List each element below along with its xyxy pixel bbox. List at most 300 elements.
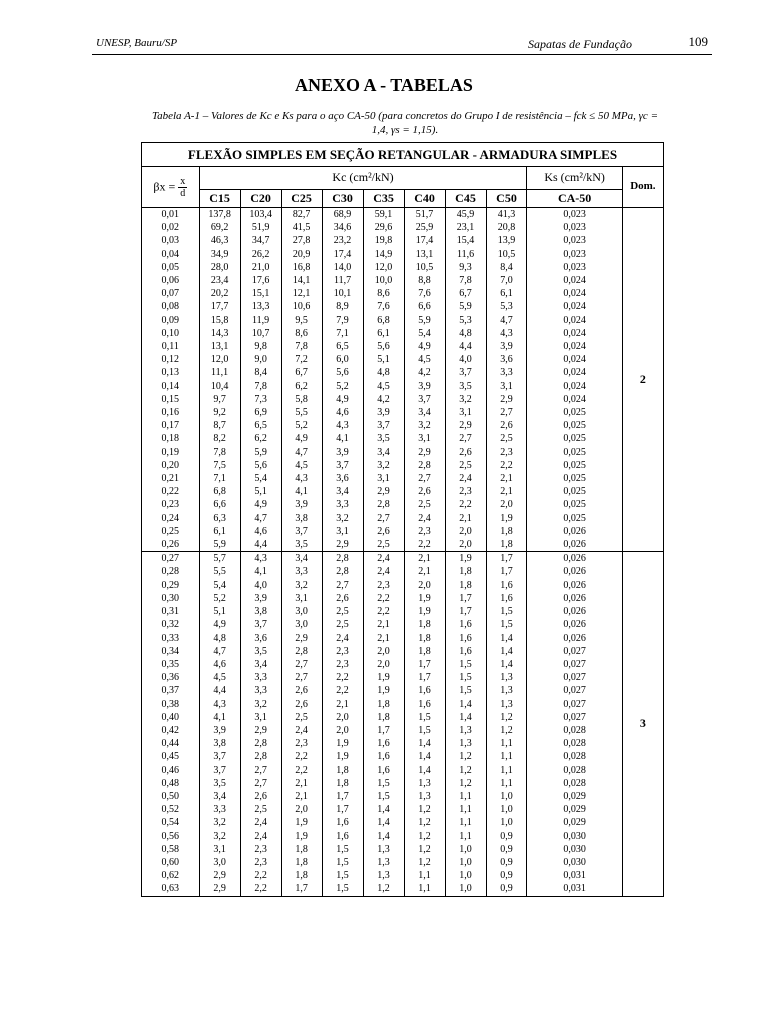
- kc-cell: 5,4: [199, 579, 240, 592]
- kc-cell: 1,1: [445, 790, 486, 803]
- kc-cell: 5,1: [199, 605, 240, 618]
- kc-cell: 2,1: [281, 790, 322, 803]
- kc-cell: 1,5: [445, 684, 486, 697]
- kc-cell: 29,6: [363, 221, 404, 234]
- kc-cell: 2,1: [322, 698, 363, 711]
- table-row: [142, 869, 664, 882]
- kc-cell: 1,4: [404, 764, 445, 777]
- kc-cell: 23,4: [199, 274, 240, 287]
- kc-cell: 1,9: [363, 671, 404, 684]
- kc-cell: 4,9: [404, 340, 445, 353]
- kc-cell: 7,8: [281, 340, 322, 353]
- kc-cell: 3,5: [281, 538, 322, 552]
- table-row: [142, 485, 664, 498]
- kc-cell: 23,2: [322, 234, 363, 247]
- kc-cell: 3,4: [281, 552, 322, 566]
- kc-cell: 7,1: [322, 327, 363, 340]
- bx-cell: 0,63: [142, 882, 200, 896]
- kc-cell: 1,6: [322, 830, 363, 843]
- ks-cell: 0,027: [527, 645, 622, 658]
- kc-cell: 3,9: [199, 724, 240, 737]
- table-row: [142, 882, 664, 896]
- bx-cell: 0,40: [142, 711, 200, 724]
- kc-cell: 2,9: [486, 393, 527, 406]
- kc-cell: 1,9: [281, 816, 322, 829]
- kc-cell: 1,1: [486, 750, 527, 763]
- kc-cell: 1,7: [445, 605, 486, 618]
- kc-cell: 13,1: [404, 248, 445, 261]
- kc-cell: 3,9: [363, 406, 404, 419]
- kc-cell: 2,8: [363, 498, 404, 511]
- kc-cell: 2,9: [199, 882, 240, 896]
- ks-cell: 0,024: [527, 314, 622, 327]
- kc-cell: 2,0: [363, 645, 404, 658]
- table-row: [142, 830, 664, 843]
- bx-cell: 0,27: [142, 552, 200, 566]
- bx-cell: 0,33: [142, 632, 200, 645]
- kc-cell: 51,7: [404, 208, 445, 222]
- table-row: [142, 632, 664, 645]
- ks-cell: 0,024: [527, 366, 622, 379]
- kc-cell: 9,0: [240, 353, 281, 366]
- kc-cell: 2,0: [322, 724, 363, 737]
- kc-cell: 2,6: [445, 446, 486, 459]
- table-row: [142, 353, 664, 366]
- table-row: [142, 605, 664, 618]
- kc-cell: 2,8: [322, 565, 363, 578]
- kc-cell: 1,2: [363, 882, 404, 896]
- kc-cell: 4,7: [281, 446, 322, 459]
- kc-cell: 1,5: [322, 869, 363, 882]
- kc-cell: 2,5: [404, 498, 445, 511]
- bx-numerator: x: [180, 175, 186, 187]
- kc-cell: 7,1: [199, 472, 240, 485]
- kc-cell: 2,7: [281, 658, 322, 671]
- kc-cell: 1,7: [322, 790, 363, 803]
- kc-cell: 8,6: [363, 287, 404, 300]
- kc-cell: 5,4: [404, 327, 445, 340]
- table-row: [142, 618, 664, 631]
- kc-cell: 2,1: [363, 618, 404, 631]
- kc-cell: 3,7: [199, 750, 240, 763]
- kc-cell: 19,8: [363, 234, 404, 247]
- kc-cell: 1,8: [445, 579, 486, 592]
- kc-cell: 3,3: [240, 684, 281, 697]
- kc-cell: 2,2: [404, 538, 445, 552]
- kc-cell: 17,4: [322, 248, 363, 261]
- kc-cell: 0,9: [486, 843, 527, 856]
- table-row: [142, 340, 664, 353]
- kc-cell: 2,3: [486, 446, 527, 459]
- table-row: [142, 552, 664, 566]
- kc-cell: 1,6: [322, 816, 363, 829]
- kc-cell: 2,2: [281, 764, 322, 777]
- bx-cell: 0,35: [142, 658, 200, 671]
- bx-cell: 0,11: [142, 340, 200, 353]
- kc-cell: 1,2: [486, 711, 527, 724]
- bx-label: βx =: [153, 178, 176, 193]
- ks-cell: 0,023: [527, 221, 622, 234]
- ks-cell: 0,023: [527, 261, 622, 274]
- bx-cell: 0,38: [142, 698, 200, 711]
- page-title: ANEXO A - TABELAS: [295, 75, 473, 95]
- kc-cell: 10,7: [240, 327, 281, 340]
- concrete-class-header: C50: [486, 190, 527, 208]
- kc-cell: 1,6: [363, 737, 404, 750]
- table-main-header: FLEXÃO SIMPLES EM SEÇÃO RETANGULAR - ARMADURA SIMPLES: [142, 143, 664, 167]
- kc-cell: 1,2: [404, 816, 445, 829]
- ks-cell: 0,025: [527, 406, 622, 419]
- ks-cell: 0,027: [527, 671, 622, 684]
- kc-cell: 41,3: [486, 208, 527, 222]
- kc-cell: 2,2: [445, 498, 486, 511]
- kc-cell: 7,9: [322, 314, 363, 327]
- kc-cell: 5,9: [445, 300, 486, 313]
- kc-cell: 2,3: [445, 485, 486, 498]
- kc-cell: 1,5: [486, 618, 527, 631]
- kc-cell: 2,6: [281, 684, 322, 697]
- kc-cell: 17,4: [404, 234, 445, 247]
- bx-cell: 0,08: [142, 300, 200, 313]
- kc-cell: 41,5: [281, 221, 322, 234]
- kc-cell: 1,9: [281, 830, 322, 843]
- kc-cell: 2,0: [445, 525, 486, 538]
- kc-cell: 1,7: [445, 592, 486, 605]
- kc-cell: 1,9: [404, 605, 445, 618]
- table-row: [142, 406, 664, 419]
- kc-cell: 6,5: [240, 419, 281, 432]
- ks-cell: 0,026: [527, 605, 622, 618]
- kc-cell: 20,2: [199, 287, 240, 300]
- kc-cell: 10,1: [322, 287, 363, 300]
- kc-cell: 3,5: [240, 645, 281, 658]
- bx-cell: 0,19: [142, 446, 200, 459]
- bx-cell: 0,04: [142, 248, 200, 261]
- kc-cell: 1,4: [486, 632, 527, 645]
- kc-cell: 9,8: [240, 340, 281, 353]
- table-body: [142, 208, 664, 897]
- kc-cell: 3,2: [363, 459, 404, 472]
- kc-cell: 9,2: [199, 406, 240, 419]
- table-row: [142, 525, 664, 538]
- bx-cell: 0,37: [142, 684, 200, 697]
- bx-denominator: d: [180, 187, 186, 199]
- kc-cell: 3,1: [199, 843, 240, 856]
- table-row: [142, 750, 664, 763]
- kc-cell: 5,2: [322, 380, 363, 393]
- concrete-class-row: [142, 190, 664, 208]
- table-row: [142, 856, 664, 869]
- kc-cell: 1,9: [322, 737, 363, 750]
- kc-cell: 4,2: [363, 393, 404, 406]
- kc-cell: 12,0: [199, 353, 240, 366]
- kc-cell: 1,8: [486, 525, 527, 538]
- ks-cell: 0,025: [527, 446, 622, 459]
- kc-cell: 0,9: [486, 882, 527, 896]
- kc-cell: 1,8: [281, 843, 322, 856]
- table-row: [142, 724, 664, 737]
- bx-cell: 0,07: [142, 287, 200, 300]
- kc-cell: 1,4: [445, 698, 486, 711]
- kc-cell: 5,4: [240, 472, 281, 485]
- table-row: [142, 221, 664, 234]
- kc-cell: 1,6: [486, 592, 527, 605]
- table-row: [142, 432, 664, 445]
- kc-cell: 1,5: [322, 856, 363, 869]
- kc-cell: 1,6: [445, 632, 486, 645]
- kc-cell: 6,7: [445, 287, 486, 300]
- kc-cell: 1,9: [322, 750, 363, 763]
- kc-cell: 3,6: [322, 472, 363, 485]
- kc-cell: 10,0: [363, 274, 404, 287]
- bx-cell: 0,15: [142, 393, 200, 406]
- ks-cell: 0,024: [527, 393, 622, 406]
- kc-cell: 2,0: [445, 538, 486, 552]
- kc-cell: 3,2: [404, 419, 445, 432]
- kc-cell: 12,1: [281, 287, 322, 300]
- kc-cell: 1,2: [404, 830, 445, 843]
- kc-cell: 1,3: [404, 790, 445, 803]
- kc-cell: 1,0: [486, 803, 527, 816]
- bx-cell: 0,01: [142, 208, 200, 222]
- kc-cell: 8,2: [199, 432, 240, 445]
- kc-cell: 6,1: [486, 287, 527, 300]
- concrete-class-header: C15: [199, 190, 240, 208]
- kc-cell: 2,6: [281, 698, 322, 711]
- bx-cell: 0,22: [142, 485, 200, 498]
- kc-cell: 2,4: [240, 830, 281, 843]
- kc-cell: 2,6: [486, 419, 527, 432]
- kc-cell: 5,1: [363, 353, 404, 366]
- kc-cell: 82,7: [281, 208, 322, 222]
- table-row: [142, 366, 664, 379]
- kc-cell: 4,5: [404, 353, 445, 366]
- kc-cell: 27,8: [281, 234, 322, 247]
- kc-cell: 1,9: [363, 684, 404, 697]
- bx-cell: 0,62: [142, 869, 200, 882]
- kc-cell: 10,5: [486, 248, 527, 261]
- kc-cell: 2,7: [363, 512, 404, 525]
- ks-cell: 0,025: [527, 432, 622, 445]
- table-row: [142, 248, 664, 261]
- table-row: [142, 843, 664, 856]
- kc-cell: 1,5: [404, 724, 445, 737]
- kc-cell: 2,2: [322, 671, 363, 684]
- table-row: [142, 234, 664, 247]
- kc-cell: 46,3: [199, 234, 240, 247]
- kc-cell: 0,9: [486, 856, 527, 869]
- kc-cell: 1,8: [486, 538, 527, 552]
- kc-cell: 7,3: [240, 393, 281, 406]
- bx-cell: 0,31: [142, 605, 200, 618]
- kc-cell: 1,0: [445, 882, 486, 896]
- table-row: [142, 419, 664, 432]
- kc-cell: 1,9: [404, 592, 445, 605]
- kc-cell: 34,9: [199, 248, 240, 261]
- kc-cell: 1,6: [363, 764, 404, 777]
- kc-cell: 1,2: [445, 777, 486, 790]
- kc-cell: 17,6: [240, 274, 281, 287]
- kc-cell: 9,5: [281, 314, 322, 327]
- kc-cell: 4,4: [445, 340, 486, 353]
- kc-cell: 15,1: [240, 287, 281, 300]
- ks-cell: 0,026: [527, 552, 622, 566]
- kc-cell: 2,6: [240, 790, 281, 803]
- kc-cell: 2,5: [445, 459, 486, 472]
- table-row: [142, 592, 664, 605]
- concrete-class-header: C30: [322, 190, 363, 208]
- concrete-class-header: C35: [363, 190, 404, 208]
- kc-cell: 3,1: [363, 472, 404, 485]
- bx-cell: 0,45: [142, 750, 200, 763]
- bx-cell: 0,44: [142, 737, 200, 750]
- kc-cell: 5,9: [199, 538, 240, 552]
- kc-cell: 5,9: [240, 446, 281, 459]
- kc-cell: 7,6: [363, 300, 404, 313]
- bx-cell: 0,60: [142, 856, 200, 869]
- kc-cell: 2,5: [240, 803, 281, 816]
- kc-cell: 16,8: [281, 261, 322, 274]
- kc-cell: 4,8: [199, 632, 240, 645]
- kc-cell: 3,2: [445, 393, 486, 406]
- kc-cell: 3,3: [199, 803, 240, 816]
- bx-cell: 0,24: [142, 512, 200, 525]
- kc-cell: 4,6: [322, 406, 363, 419]
- bx-cell: 0,30: [142, 592, 200, 605]
- kc-cell: 6,1: [363, 327, 404, 340]
- kc-cell: 5,2: [199, 592, 240, 605]
- kc-cell: 2,3: [240, 856, 281, 869]
- kc-cell: 8,4: [486, 261, 527, 274]
- kc-cell: 3,4: [322, 485, 363, 498]
- kc-cell: 3,7: [404, 393, 445, 406]
- ks-cell: 0,026: [527, 618, 622, 631]
- kc-cell: 1,3: [363, 869, 404, 882]
- kc-cell: 2,4: [404, 512, 445, 525]
- kc-cell: 1,4: [363, 816, 404, 829]
- bx-cell: 0,18: [142, 432, 200, 445]
- kc-cell: 2,3: [322, 658, 363, 671]
- ks-cell: 0,031: [527, 869, 622, 882]
- bx-cell: 0,13: [142, 366, 200, 379]
- kc-cell: 4,7: [486, 314, 527, 327]
- table-row: [142, 498, 664, 511]
- kc-cell: 2,3: [322, 645, 363, 658]
- bx-fraction: [178, 176, 187, 199]
- kc-cell: 2,4: [281, 724, 322, 737]
- kc-cell: 9,7: [199, 393, 240, 406]
- ks-cell: 0,024: [527, 380, 622, 393]
- kc-cell: 4,5: [363, 380, 404, 393]
- kc-cell: 3,0: [281, 618, 322, 631]
- kc-cell: 10,4: [199, 380, 240, 393]
- kc-cell: 103,4: [240, 208, 281, 222]
- kc-cell: 1,1: [445, 816, 486, 829]
- concrete-class-header: C25: [281, 190, 322, 208]
- kc-cell: 137,8: [199, 208, 240, 222]
- kc-cell: 3,1: [322, 525, 363, 538]
- table-row: [142, 816, 664, 829]
- kc-cell: 4,9: [240, 498, 281, 511]
- page-number: 109: [688, 34, 708, 49]
- kc-cell: 3,0: [281, 605, 322, 618]
- ks-cell: 0,030: [527, 830, 622, 843]
- kc-cell: 23,1: [445, 221, 486, 234]
- kc-cell: 8,7: [199, 419, 240, 432]
- bx-cell: 0,46: [142, 764, 200, 777]
- bx-cell: 0,10: [142, 327, 200, 340]
- kc-cell: 5,9: [404, 314, 445, 327]
- kc-cell: 7,6: [404, 287, 445, 300]
- kc-cell: 1,2: [404, 803, 445, 816]
- kc-cell: 1,8: [363, 698, 404, 711]
- ks-cell: 0,024: [527, 287, 622, 300]
- kc-cell: 3,8: [240, 605, 281, 618]
- kc-cell: 6,6: [199, 498, 240, 511]
- kc-cell: 3,4: [404, 406, 445, 419]
- bx-cell: 0,28: [142, 565, 200, 578]
- kc-cell: 5,8: [281, 393, 322, 406]
- kc-cell: 1,7: [404, 671, 445, 684]
- kc-cell: 1,1: [404, 869, 445, 882]
- ks-cell: 0,025: [527, 419, 622, 432]
- kc-cell: 1,2: [404, 856, 445, 869]
- kc-cell: 5,3: [445, 314, 486, 327]
- ks-cell: 0,025: [527, 485, 622, 498]
- ks-cell: 0,024: [527, 274, 622, 287]
- kc-cell: 1,6: [404, 684, 445, 697]
- ks-cell: 0,024: [527, 300, 622, 313]
- kc-cell: 2,9: [281, 632, 322, 645]
- kc-cell: 14,9: [363, 248, 404, 261]
- table-row: [142, 698, 664, 711]
- kc-cell: 2,2: [240, 869, 281, 882]
- kc-cell: 3,2: [240, 698, 281, 711]
- kc-cell: 1,7: [363, 724, 404, 737]
- bx-cell: 0,02: [142, 221, 200, 234]
- kc-cell: 2,1: [363, 632, 404, 645]
- bx-cell: 0,50: [142, 790, 200, 803]
- kc-cell: 3,3: [281, 565, 322, 578]
- kc-cell: 14,1: [281, 274, 322, 287]
- kc-cell: 5,3: [486, 300, 527, 313]
- kc-cell: 1,5: [404, 711, 445, 724]
- table-row: [142, 790, 664, 803]
- ks-cell: 0,028: [527, 750, 622, 763]
- kc-cell: 1,6: [486, 579, 527, 592]
- table-row: [142, 658, 664, 671]
- kc-cell: 1,7: [486, 552, 527, 566]
- kc-cell: 2,5: [322, 618, 363, 631]
- kc-cell: 1,2: [486, 724, 527, 737]
- ks-cell: 0,030: [527, 843, 622, 856]
- kc-cell: 4,6: [199, 658, 240, 671]
- kc-cell: 2,0: [486, 498, 527, 511]
- kc-cell: 6,3: [199, 512, 240, 525]
- table-row: [142, 459, 664, 472]
- kc-cell: 2,1: [445, 512, 486, 525]
- kc-cell: 2,5: [363, 538, 404, 552]
- kc-cell: 2,5: [486, 432, 527, 445]
- kc-cell: 6,7: [281, 366, 322, 379]
- kc-cell: 1,7: [322, 803, 363, 816]
- table-row: [142, 645, 664, 658]
- kc-cell: 1,8: [281, 856, 322, 869]
- ks-cell: 0,028: [527, 737, 622, 750]
- kc-cell: 1,1: [486, 777, 527, 790]
- kc-ks-table: [141, 142, 664, 897]
- kc-cell: 1,5: [486, 605, 527, 618]
